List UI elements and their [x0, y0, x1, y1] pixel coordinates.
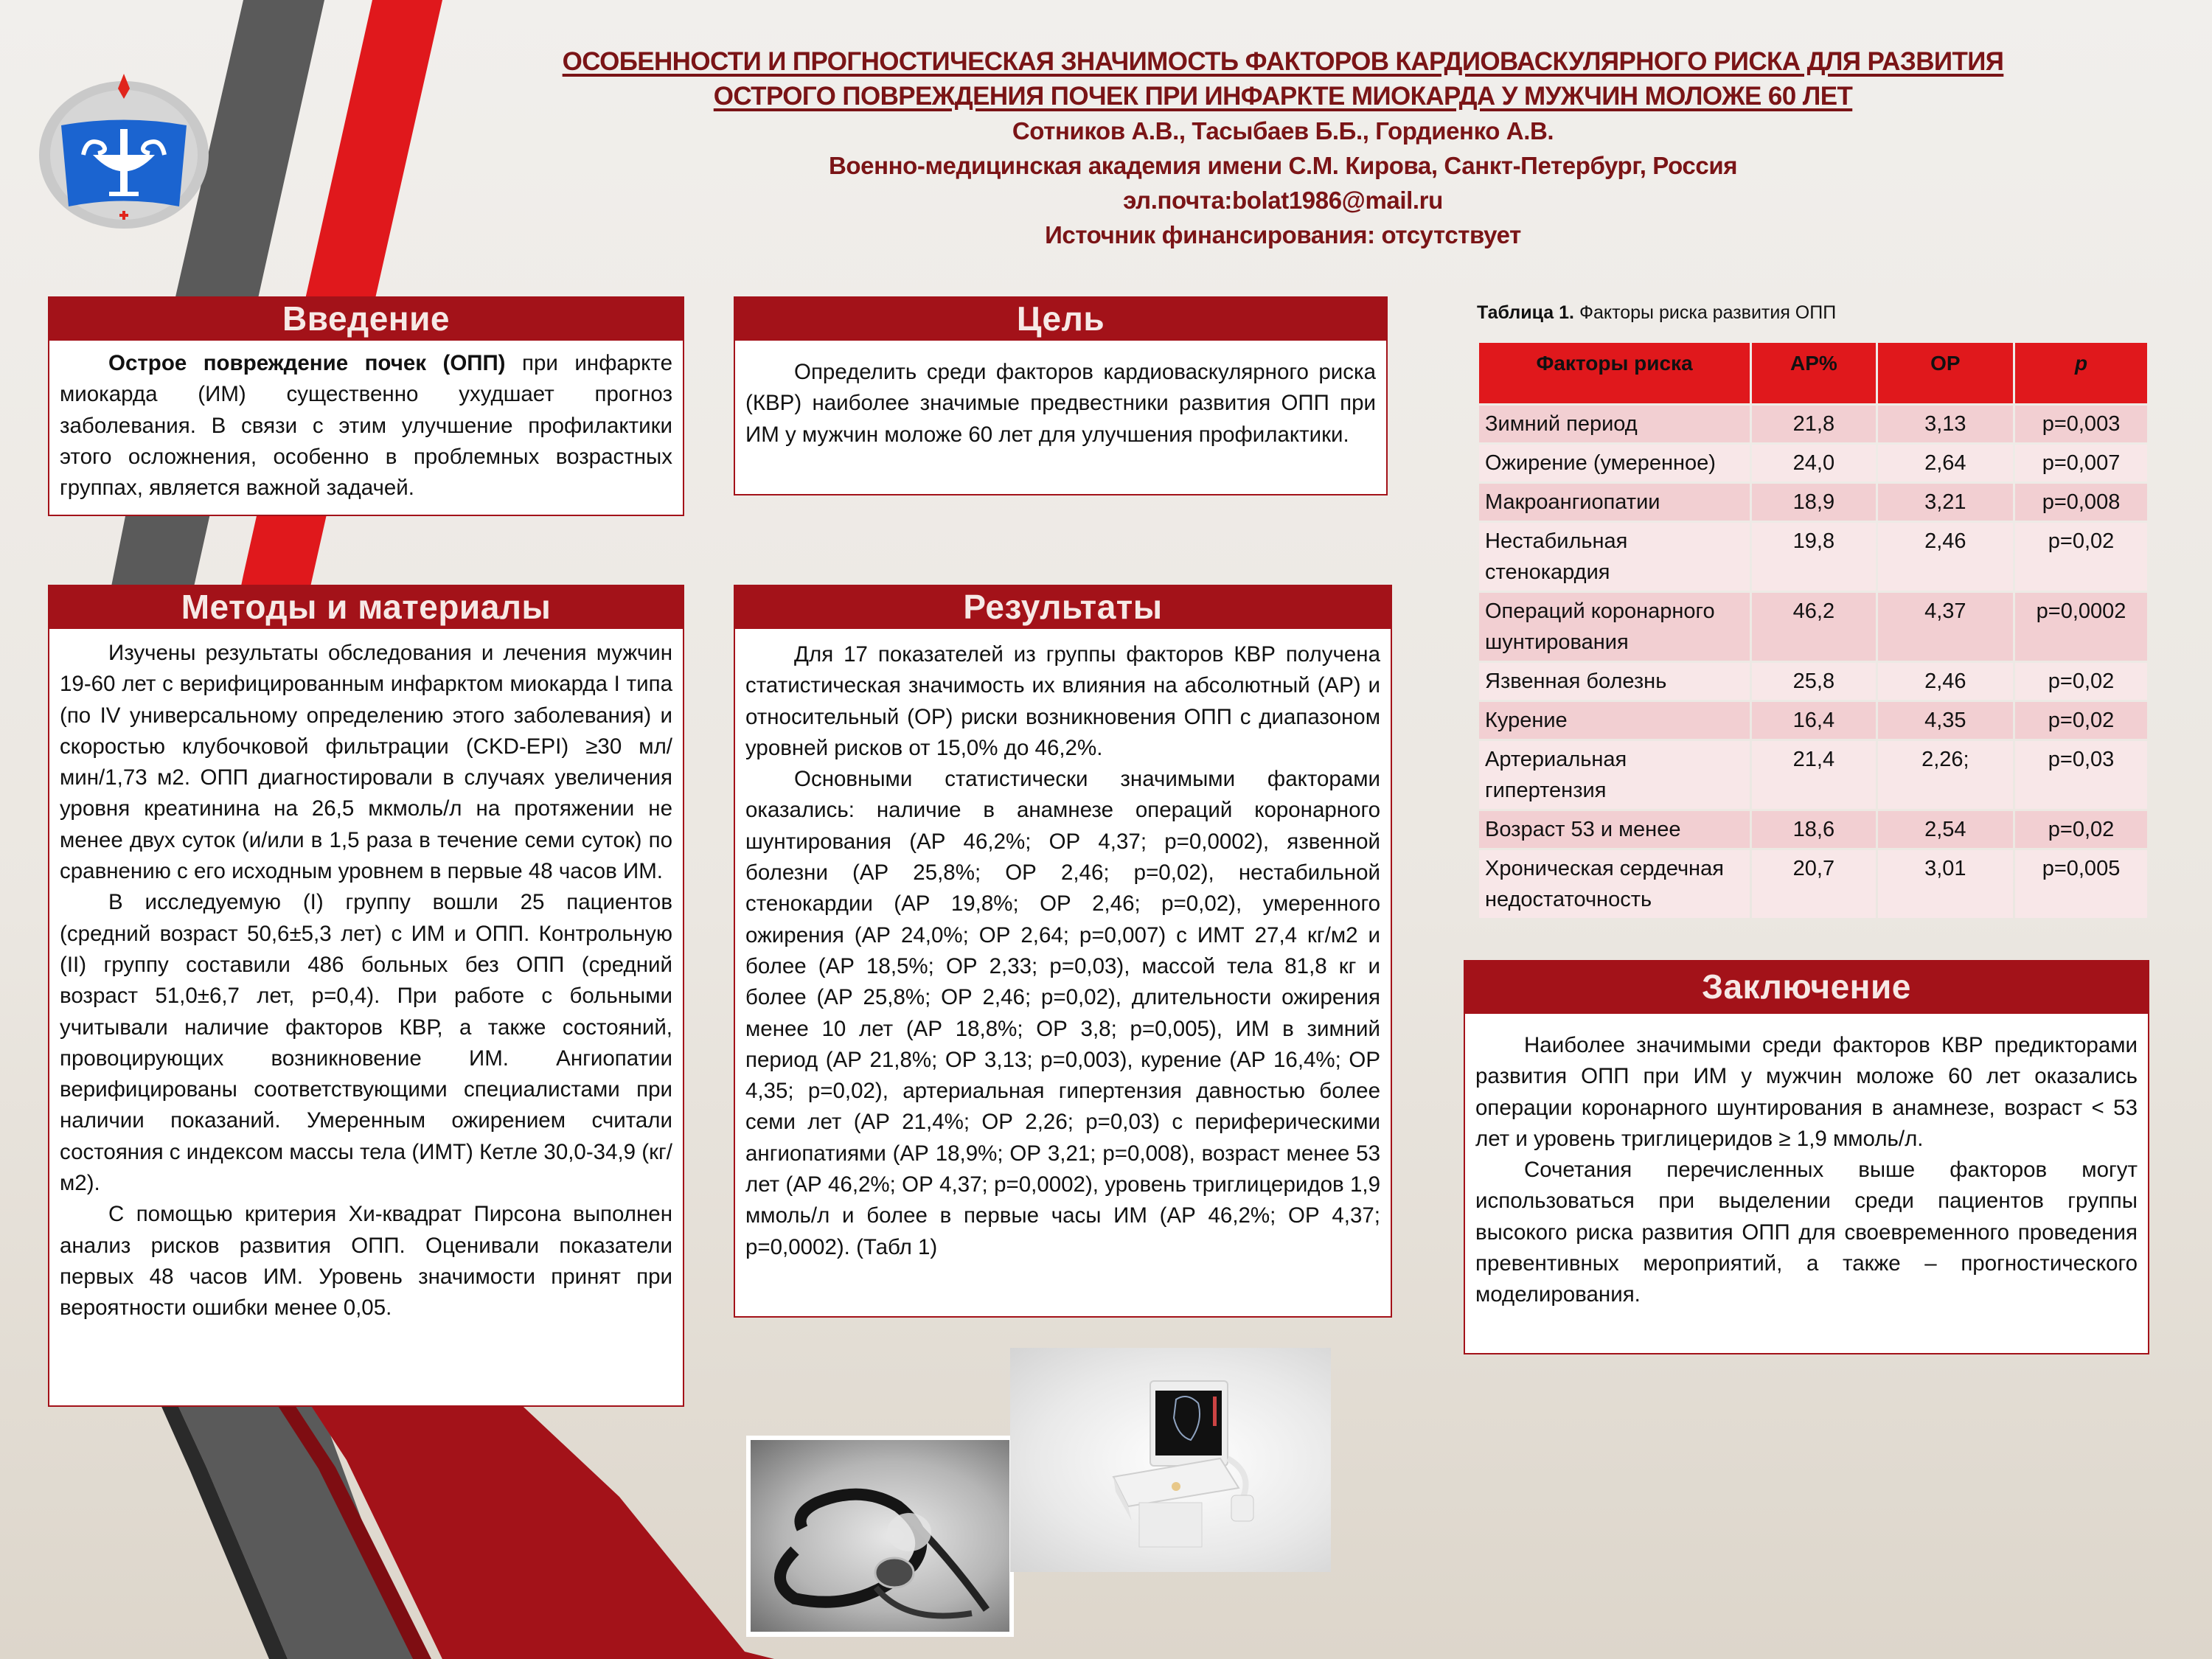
table-cell-or: 4,35: [1878, 702, 2013, 739]
methods-body: [48, 629, 684, 1407]
goal-body: [734, 341, 1388, 495]
title-line-1: ОСОБЕННОСТИ И ПРОГНОСТИЧЕСКАЯ ЗНАЧИМОСТЬ ФАКТОРОВ КАРДИОВАСКУЛЯРНОГО РИСКА ДЛЯ РАЗВИТИЯ: [562, 47, 2004, 76]
table-caption: [1477, 302, 1836, 324]
stethoscope-photo: [751, 1440, 1009, 1632]
email: эл.почта:bolat1986@mail.ru: [1123, 187, 1443, 214]
conclusion-paragraph: Наиболее значимыми среди факторов КВР предикторами развития ОПП при ИМ у мужчин моложе 60 лет оказались операции коронарного шунтирования в анамнезе, возраст < 53 лет и уровень триглицеридов ≥ 1,9 ммоль/л.: [1475, 1033, 2138, 1151]
table-cell-ar: 21,4: [1752, 741, 1876, 809]
table-cell-factor: Нестабильная стенокардия: [1479, 523, 1750, 591]
goal-text: Определить среди факторов кардиоваскулярного риска (КВР) наиболее значимые предвестники развития ОПП при ИМ у мужчин моложе 60 лет для улучшения профилактики.: [745, 360, 1376, 447]
methods-paragraph: Изучены результаты обследования и лечения мужчин 19-60 лет с верифицированным инфарктом миокарда I типа (по IV универсальному определению этого заболевания) и скоростью клубочковой фильтрации (CKD-EPI) ≥30 мл/мин/1,73 м2. ОПП диагностировали в случаях увеличения уровня креатинина на 26,5 мкмоль/л на протяжении не менее двух суток (и/или в 1,5 раза в течение семи суток) по сравнению с его исходным уровнем в первые 48 часов ИМ.: [60, 641, 672, 884]
table-row: [1479, 850, 2147, 918]
ultrasound-machine-icon: [1010, 1348, 1331, 1572]
results-paragraph: Для 17 показателей из группы факторов КВР получена статистическая значимость их влияния на абсолютный (АР) и относительный (ОР) риски возникновения ОПП с диапазоном уровней рисков от 15,0% до 46,2%.: [745, 642, 1380, 760]
table-cell-p: p=0,02: [2015, 663, 2147, 700]
table-cell-or: 2,54: [1878, 811, 2013, 848]
intro-body: [48, 341, 684, 516]
table-cell-or: 4,37: [1878, 593, 2013, 661]
title-line-2: ОСТРОГО ПОВРЕЖДЕНИЯ ПОЧЕК ПРИ ИНФАРКТЕ МИОКАРДА У МУЖЧИН МОЛОЖЕ 60 ЛЕТ: [713, 82, 1853, 111]
results-heading: Результаты: [734, 585, 1392, 629]
table-cell-ar: 18,6: [1752, 811, 1876, 848]
table-cell-factor: Курение: [1479, 702, 1750, 739]
table-row: [1479, 593, 2147, 661]
table-cell-or: 2,46: [1878, 663, 2013, 700]
table-cell-p: p=0,02: [2015, 811, 2147, 848]
table-row: [1479, 523, 2147, 591]
table-header-factor: Факторы риска: [1479, 343, 1750, 403]
table-row: [1479, 663, 2147, 700]
table-cell-factor: Возраст 53 и менее: [1479, 811, 1750, 848]
goal-panel: [734, 296, 1388, 495]
table-row: [1479, 811, 2147, 848]
table-cell-p: p=0,02: [2015, 702, 2147, 739]
results-body: [734, 629, 1392, 1318]
conclusion-paragraph: Сочетания перечисленных выше факторов могут использоваться при выделении среди пациентов группы высокого риска развития ОПП для своевременного проведения превентивных мероприятий, а также – прогностического моделирования.: [1475, 1158, 2138, 1307]
methods-heading: Методы и материалы: [48, 585, 684, 629]
intro-heading: Введение: [48, 296, 684, 341]
military-medical-academy-emblem-icon: [28, 59, 220, 236]
table-cell-factor: Зимний период: [1479, 406, 1750, 442]
methods-paragraph: С помощью критерия Хи-квадрат Пирсона выполнен анализ рисков развития ОПП. Оценивали показатели первых 48 часов ИМ. Уровень значимости принят при вероятности ошибки менее 0,05.: [60, 1202, 672, 1321]
table-cell-or: 2,46: [1878, 523, 2013, 591]
funding: Источник финансирования: отсутствует: [1045, 221, 1521, 248]
risk-factors-table: [1477, 341, 2149, 920]
methods-panel: [48, 585, 684, 1407]
table-caption-label: Таблица 1.: [1477, 302, 1574, 323]
conclusion-heading: Заключение: [1464, 960, 2149, 1014]
table-row: [1479, 741, 2147, 809]
table-cell-p: p=0,02: [2015, 523, 2147, 591]
intro-bold-lead: Острое повреждение почек (ОПП): [108, 351, 506, 375]
institution: Военно-медицинская академия имени С.М. Кирова, Санкт-Петербург, Россия: [828, 152, 1738, 179]
table-cell-p: p=0,005: [2015, 850, 2147, 918]
table-header-p: p: [2015, 343, 2147, 403]
table-caption-text: Факторы риска развития ОПП: [1574, 302, 1837, 323]
table-cell-ar: 25,8: [1752, 663, 1876, 700]
table-row: [1479, 702, 2147, 739]
results-paragraph: Основными статистически значимыми факторами оказались: наличие в анамнезе операций коронарного шунтирования (АР 46,2%; ОР 4,37; p=0,0002), язвенной болезни (АР 25,8%; ОР 2,46; p=0,02), нестабильной стенокардии (АР 19,8%; ОР 2,46; p=0,02), умеренного ожирения (АР 24,0%; ОР 2,64; p=0,007) с ИМТ 27,4 кг/м2 и более (АР 18,5%; ОР 2,33; p=0,03), массой тела 81,8 кг и более (АР 25,8%; ОР 2,46; p=0,02), длительности ожирения менее 10 лет (АР 18,8%; ОР 3,8; p=0,005), ИМ в зимний период (АР 21,8%; ОР 3,13; p=0,003), курение (АР 16,4%; ОР 4,35; p=0,02), артериальная гипертензия давностью более семи лет (АР 21,4%; ОР 2,26; p=0,03) с периферическими ангиопатиями (АР 18,9%; ОР 3,21; p=0,008), возраст менее 53 лет (АР 46,2%; ОР 4,37; p=0,0002), уровень триглицеридов 1,9 ммоль/л и более в первые часы ИМ (АР 46,2%; ОР 4,37; p=0,0002). (Табл 1): [745, 767, 1380, 1259]
results-panel: [734, 585, 1392, 1318]
table-cell-ar: 19,8: [1752, 523, 1876, 591]
table-cell-or: 3,13: [1878, 406, 2013, 442]
table-header-ar: АР%: [1752, 343, 1876, 403]
ultrasound-machine-photo: [1010, 1348, 1331, 1572]
institution-logo: [28, 59, 220, 236]
intro-text: при инфаркте миокарда (ИМ) существенно ухудшает прогноз заболевания. В связи с этим улучшение профилактики этого осложнения, особенно в проблемных возрастных группах, является важной задачей.: [60, 351, 672, 501]
authors: Сотников А.В., Тасыбаев Б.Б., Гордиенко А.В.: [1012, 117, 1554, 145]
table-cell-p: p=0,003: [2015, 406, 2147, 442]
table-cell-p: p=0,0002: [2015, 593, 2147, 661]
table-cell-p: p=0,007: [2015, 445, 2147, 481]
table-row: [1479, 445, 2147, 481]
table-cell-or: 2,64: [1878, 445, 2013, 481]
poster-header: [516, 44, 2050, 252]
table-cell-ar: 18,9: [1752, 484, 1876, 521]
table-cell-or: 3,21: [1878, 484, 2013, 521]
table-cell-ar: 24,0: [1752, 445, 1876, 481]
table-cell-ar: 46,2: [1752, 593, 1876, 661]
stethoscope-photo-frame: [746, 1436, 1014, 1637]
table-header-row: [1479, 343, 2147, 403]
goal-heading: Цель: [734, 296, 1388, 341]
table-cell-p: p=0,008: [2015, 484, 2147, 521]
conclusion-panel: [1464, 960, 2149, 1354]
table-cell-factor: Операций коронарного шунтирования: [1479, 593, 1750, 661]
table-cell-ar: 16,4: [1752, 702, 1876, 739]
table-cell-factor: Язвенная болезнь: [1479, 663, 1750, 700]
table-cell-factor: Артериальная гипертензия: [1479, 741, 1750, 809]
table-cell-or: 3,01: [1878, 850, 2013, 918]
table-cell-or: 2,26;: [1878, 741, 2013, 809]
table-cell-factor: Хроническая сердечная недостаточность: [1479, 850, 1750, 918]
table-cell-factor: Макроангиопатии: [1479, 484, 1750, 521]
methods-paragraph: В исследуемую (I) группу вошли 25 пациентов (средний возраст 50,6±5,3 лет) с ИМ и ОПП. Контрольную (II) группу составили 486 больных без ОПП (средний возраст 51,0±6,7 лет, p=0,4). При работе с больными учитывали наличие факторов КВР, а также состояний, провоцирующих возникновение ИМ. Ангиопатии верифицированы соответствующими специалистами при наличии показаний. Умеренным ожирением считали состояния с индексом массы тела (ИМТ) Кетле 30,0-34,9 (кг/м2).: [60, 890, 672, 1196]
table-cell-ar: 20,7: [1752, 850, 1876, 918]
conclusion-body: [1464, 1014, 2149, 1354]
table-cell-ar: 21,8: [1752, 406, 1876, 442]
table-row: [1479, 484, 2147, 521]
table-row: [1479, 406, 2147, 442]
stethoscope-icon: [751, 1440, 1009, 1632]
table-header-or: ОР: [1878, 343, 2013, 403]
table-cell-p: p=0,03: [2015, 741, 2147, 809]
table-cell-factor: Ожирение (умеренное): [1479, 445, 1750, 481]
intro-panel: [48, 296, 684, 516]
